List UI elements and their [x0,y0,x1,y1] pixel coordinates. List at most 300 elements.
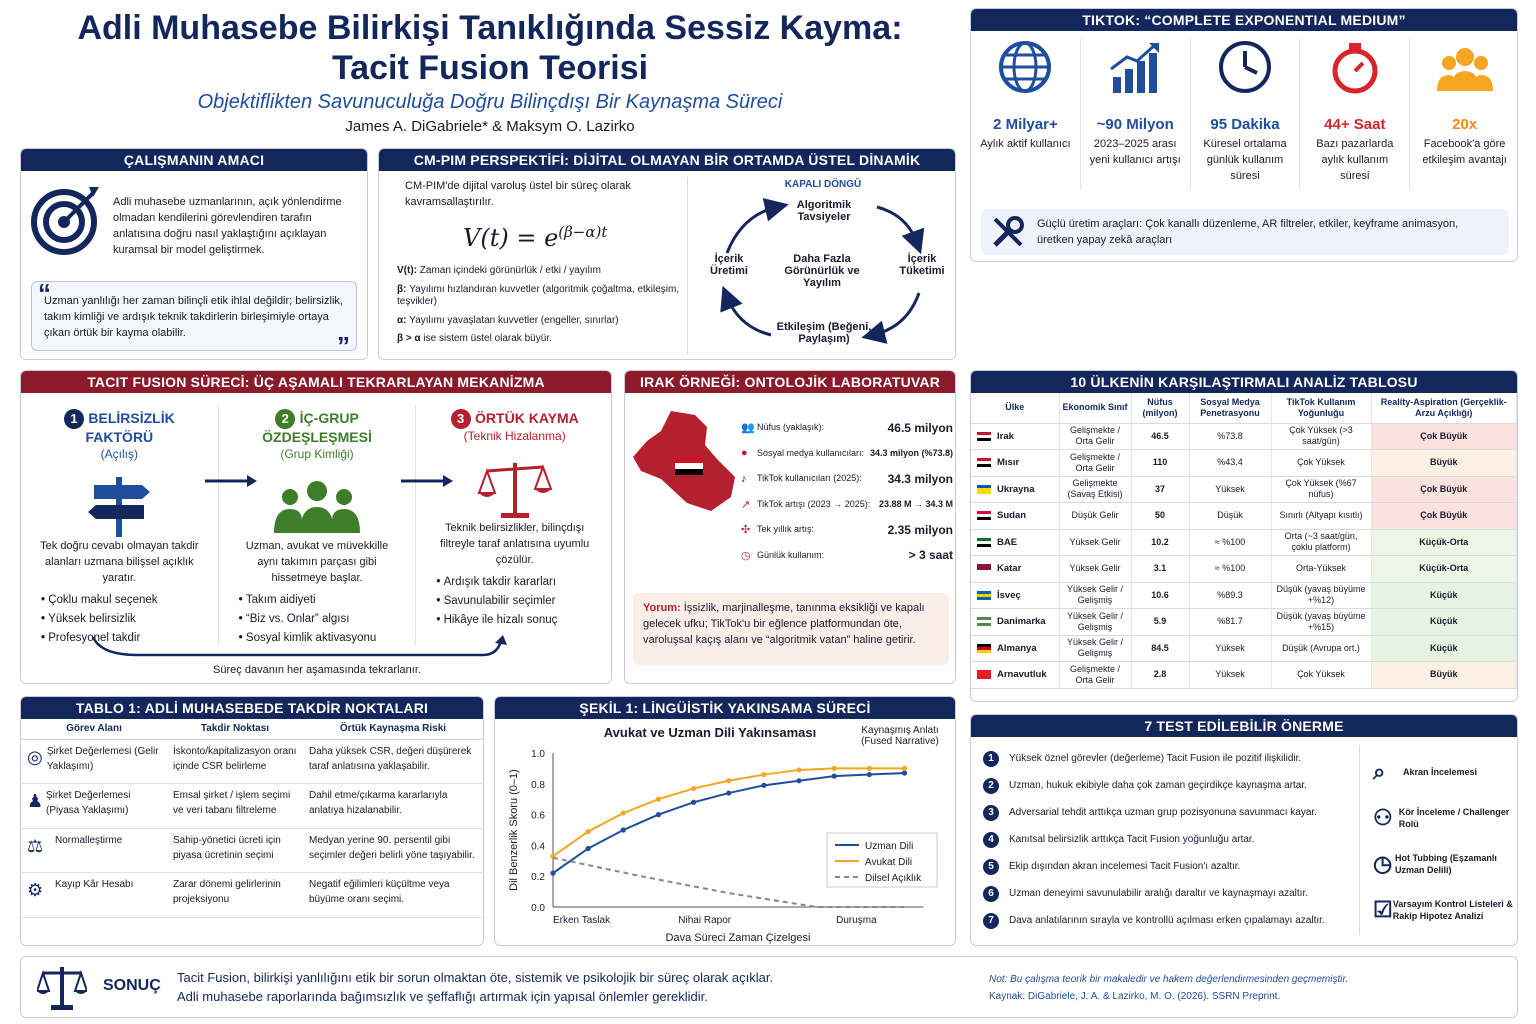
profit-icon: ⚙ [27,880,44,900]
column-header: Örtük Kaynaşma Riski [303,719,483,739]
data-point [867,772,872,777]
proposal-item [983,907,1353,934]
remedies-list [1373,749,1513,933]
ra-cell: Küçük [1371,582,1517,609]
remedy-text: Kör İnceleme / Challenger Rolü [1398,806,1510,829]
market-icon: ♟ [27,791,44,811]
y-tick-label: 0.6 [531,810,545,822]
stage-title: ÖRTÜK KAYMA [475,410,579,427]
country-cell [971,423,1059,450]
ra-cell: Çok Büyük [1371,423,1517,450]
tiktok-cell: Düşük (yavaş büyüme +%12) [1271,582,1371,609]
scales-icon [37,965,87,1011]
proposal-number: 4 [983,832,999,848]
process-panel [20,370,612,684]
iraq-row-value: 2.35 milyon [887,522,953,537]
stage-3 [416,405,612,645]
stat-label: Facebook'a göre etkileşim avantajı [1422,138,1507,166]
tiktok-cell: Düşük (Avrupa ort.) [1271,635,1371,662]
proposal-number: 2 [983,778,999,794]
country-cell [971,503,1059,530]
table-row [971,476,1517,503]
column-header: Görev Alanı [21,719,167,739]
proposal-number: 6 [983,886,999,902]
iraq-row [741,517,953,543]
proposals-header: 7 TEST EDİLEBİLİR ÖNERME [971,715,1517,737]
figure1-header: ŞEKİL 1: LİNGÜİSTİK YAKINSAMA SÜRECİ [495,697,955,719]
data-point [726,778,731,783]
data-point [656,812,661,817]
ra-cell: Çok Büyük [1371,503,1517,530]
stage-title: BELİRSİZLİK FAKTÖRÜ [85,410,175,445]
proposal-text: Kanıtsal belirsizlik arttıkça Tacit Fusion yoğunluğu artar. [1009,834,1255,845]
stage-desc: Tek doğru cevabı olmayan takdir alanları uzmana bilişsel açıklık yaratır. [40,540,199,584]
aim-text: Adli muhasebe uzmanlarının, açık yönlendirme olmadan kendilerini görevlendiren tarafın anlatısına doğru nasıl yaklaştığını açıklayan kuramsal bir model geliştirmek. [113,196,342,256]
iraq-row-label: TikTok artışı (2023 → 2025): [757,498,871,509]
risk-cell: Daha yüksek CSR, değeri düşürerek taraf anlatısına yaklaşabilir. [303,739,483,784]
flag-icon [977,511,991,520]
y-tick-label: 1.0 [531,749,545,760]
tools-box [981,209,1509,255]
people-icon: 👥 [741,422,755,435]
data-point [621,810,626,815]
tiktok-header: TIKTOK: “COMPLETE EXPONENTIAL MEDIUM” [971,9,1517,31]
comparison-table [971,393,1517,689]
conclusion-notes [989,971,1509,1005]
remedy-item [1373,795,1513,841]
blind-review-icon: ⚇ [1373,805,1393,831]
ra-cell: Küçük [1371,609,1517,636]
proposal-item [983,799,1353,826]
sm-cell: Yüksek [1189,476,1271,503]
country-name: BAE [997,536,1018,548]
country-cell [971,635,1059,662]
stage-desc: Uzman, avukat ve müvekkille aynı takımın parçası gibi hissetmeye başlar. [245,540,389,584]
pop-cell: 5.9 [1131,609,1189,636]
flag-icon [977,591,991,600]
country-cell [971,582,1059,609]
table-row [971,529,1517,556]
table-header-row [21,719,483,739]
flag-icon [977,644,991,653]
data-point [691,786,696,791]
loop-left: İçerik Üretimi [710,253,748,277]
tools-icon [991,215,1025,249]
iraq-row [741,492,953,518]
aim-quote-text: Uzman yanlılığı her zaman bilinçli etik ihlal değildir; belirsizlik, takım kimliği ve ardışık teknik takdirlerin birleşimiyle ortaya çıkan örtük bir kayma olabilir. [44,295,343,339]
stage-bullet: • Takım aidiyeti [239,591,406,610]
iraq-row [741,466,953,492]
stat-label: Bazı pazarlarda aylık kullanım süresi [1316,138,1394,182]
pop-cell: 2.8 [1131,662,1189,689]
area-text: Şirket Değerlemesi (Gelir Yaklaşımı) [46,745,159,772]
column-header: TikTok Kullanım Yoğunluğu [1271,393,1371,423]
checklist-icon: ☑ [1373,897,1393,923]
conclusion-text [177,968,897,1006]
pop-cell: 37 [1131,476,1189,503]
column-header: Ekonomik Sınıf [1059,393,1131,423]
stage-desc: Teknik belirsizlikler, bilinçdışı filtreyle taraf anlatısına uyumlu çözülür. [440,522,590,566]
data-point [761,772,766,777]
table1-panel [20,696,484,946]
proposal-text: Uzman deneyimi savunulabilir aralığı daraltır ve kaynaşmayı azaltır. [1009,888,1309,899]
peer-review-icon: ⌕ [1373,759,1386,785]
iraq-row-value: 46.5 milyon [887,420,953,435]
proposal-text: Dava anlatılarının sırayla ve kontrollü açılması erken çıpalamayı azaltır. [1009,915,1325,926]
table-row [971,423,1517,450]
country-name: İsveç [997,589,1021,601]
country-cell [971,556,1059,583]
line-chart [495,719,956,946]
stage-title: İÇ-GRUP ÖZDEŞLEŞMESİ [262,410,372,445]
ra-cell: Büyük [1371,662,1517,689]
loop-title: KAPALI DÖNGÜ [784,179,862,190]
conclusion-panel [20,956,1518,1018]
discretion-table [21,719,483,918]
proposal-text: Adversarial tehdit arttıkça uzman grup pozisyonuna savunmacı kayar. [1009,807,1317,818]
tiktok-cell: Orta-Yüksek [1271,556,1371,583]
arrow-right-icon [201,471,261,491]
stage-bullet: • Profesyonel takdir [41,629,208,648]
remedy-text: Akran İncelemesi [1403,766,1478,777]
column-header: Takdir Noktası [167,719,303,739]
iraq-panel [624,370,956,684]
sm-cell: ≈ %100 [1189,529,1271,556]
aim-panel [20,148,368,360]
risk-cell: Medyan yerine 90. persentil gibi seçimler değeri belirli yöne taşıyabilir. [303,828,483,873]
legend-label: Dilsel Açıklık [865,873,922,884]
data-point [902,766,907,771]
table-row [971,609,1517,636]
column-header: Nüfus (milyon) [1131,393,1189,423]
table-row [971,662,1517,689]
country-name: Katar [997,563,1022,575]
country-cell [971,450,1059,477]
table-row [21,828,483,873]
country-name: Ukrayna [997,483,1035,495]
iraq-stats [741,415,953,568]
proposal-number: 1 [983,751,999,767]
growth-icon: ✣ [741,524,751,537]
location-icon: ● [741,447,748,460]
table-row [971,556,1517,583]
process-header: TACIT FUSION SÜRECİ: ÜÇ AŞAMALI TEKRARLAYAN MEKANİZMA [21,371,611,393]
data-point [726,790,731,795]
data-point [656,797,661,802]
tiktok-cell: Sınırlı (Altyapı kısıtlı) [1271,503,1371,530]
data-point [691,800,696,805]
table-row [971,450,1517,477]
tiktok-cell: Çok Yüksek (>3 saat/gün) [1271,423,1371,450]
signpost-icon [31,461,208,533]
column-header: Ülke [971,393,1059,423]
country-name: Arnavutluk [997,669,1047,681]
stage-bullet: • “Biz vs. Onlar” algısı [239,610,406,629]
stage-number: 1 [64,409,84,429]
column-header: Sosyal Medya Penetrasyonu [1189,393,1271,423]
stat-growth [1081,39,1191,189]
cycle-arrow-icon [87,633,507,663]
ra-cell: Küçük [1371,635,1517,662]
proposal-text: Ekip dışından akran incelemesi Tacit Fusion'ı azaltır. [1009,861,1241,872]
flag-icon [977,458,991,467]
y-tick-label: 0.2 [531,872,545,884]
econ-cell: Yüksek Gelir / Gelişmiş [1059,609,1131,636]
tiktok-stats [971,39,1518,189]
title-block [20,8,960,138]
point-cell: Zarar dönemi gelirlerinin projeksiyonu [167,873,303,918]
stage-sub: (Grup Kimliği) [280,447,354,461]
econ-cell: Yüksek Gelir / Gelişmiş [1059,582,1131,609]
proposal-number: 5 [983,859,999,875]
group-icon [1437,39,1493,95]
def-beta: β: Yayılımı hızlandıran kuvvetler (algoritmik çoğaltma, etkileşim, teşvikler) [397,283,680,307]
pop-cell: 46.5 [1131,423,1189,450]
iraq-comment-box [633,593,949,665]
sm-cell: Düşük [1189,503,1271,530]
loop-top: Algoritmik Tavsiyeler [796,199,852,223]
def-condition: β > α ise sistem üstel olarak büyür. [397,333,552,344]
country-name: Sudan [997,510,1027,522]
country-name: Irak [997,430,1014,442]
def-alpha: α: Yayılımı yavaşlatan kuvvetler (engeller, sınırlar) [397,314,619,326]
chart-title: Avukat ve Uzman Dili Yakınsaması [603,725,817,740]
remedy-text: Varsayım Kontrol Listeleri & Rakip Hipotez Analizi [1392,898,1513,921]
stage-sub: (Teknik Hizalanma) [463,429,566,443]
divider [687,177,688,355]
y-tick-label: 0.4 [531,841,545,853]
stat-users [971,39,1081,189]
remedy-item [1373,841,1513,887]
proposal-text: Yüksek öznel görevler (değerleme) Tacit Fusion ile pozitif ilişkilidir. [1009,753,1302,764]
tiktok-cell: Düşük (yavaş büyüme +%15) [1271,609,1371,636]
stat-value: 44+ Saat [1324,116,1386,133]
iraq-row [741,441,953,467]
def-v: V(t): Zaman içindeki görünürlük / etki / yayılım [397,265,601,276]
target-icon [31,185,101,260]
country-cell [971,529,1059,556]
data-point [902,770,907,775]
flag-icon [977,617,991,626]
stat-value: 2 Milyar+ [993,116,1058,133]
stage-bullet: • Ardışık takdir kararları [436,573,603,592]
iraq-row [741,543,953,569]
proposal-item [983,826,1353,853]
area-text: Şirket Değerlemesi (Piyasa Yaklaşımı) [45,790,131,816]
conclusion-line2: Adli muhasebe raporlarında bağımsızlık ve şeffaflığı artırmak için yapısal önlemler gereklidir. [177,989,708,1004]
proposal-item [983,853,1353,880]
proposal-number: 7 [983,913,999,929]
stage-number: 2 [275,409,295,429]
econ-cell: Yüksek Gelir [1059,529,1131,556]
data-point [586,829,591,834]
flag-icon [977,538,991,547]
divider [1359,745,1360,935]
stat-label: Aylık aktif kullanıcı [980,138,1071,150]
column-header: Reality-Aspiration (Gerçeklik-Arzu Açıklığı) [1371,393,1517,423]
page-title-line1: Adli Muhasebe Bilirkişi Tanıklığında Sessiz Kayma: [77,9,903,47]
country-name: Almanya [997,642,1037,654]
proposal-item [983,745,1353,772]
iraq-row-value: 23.88 M → 34.3 M [878,499,953,510]
valuation-icon: ◎ [27,746,43,767]
data-point [867,766,872,771]
tiktok-cell: Çok Yüksek [1271,450,1371,477]
table-row [21,873,483,918]
growth-chart-icon [1107,39,1163,95]
area-cell [21,739,167,784]
remedy-text: Hot Tubbing (Eşzamanlı Uzman Delili) [1395,852,1497,875]
data-point [796,767,801,772]
stat-value: ~90 Milyon [1096,116,1174,133]
sm-cell: ≈ %100 [1189,556,1271,583]
proposal-item [983,880,1353,907]
ra-cell: Çok Büyük [1371,476,1517,503]
iraq-row-label: Sosyal medya kullanıcıları: [757,447,865,458]
country-name: Danimarka [997,616,1046,628]
legend-label: Avukat Dili [865,857,913,868]
y-axis-label: Dil Benzerlik Skoru (0–1) [508,769,520,891]
econ-cell: Yüksek Gelir / Gelişmiş [1059,635,1131,662]
loop-right: İçerik Tüketimi [899,253,945,277]
iraq-row-value: 34.3 milyon [887,471,953,486]
point-cell: İskonto/kapitalizasyon oranı içinde CSR belirleme [167,739,303,784]
stage-sub: (Açılış) [100,447,138,461]
proposal-number: 3 [983,805,999,821]
data-point [621,827,626,832]
ra-cell: Küçük-Orta [1371,529,1517,556]
econ-cell: Düşük Gelir [1059,503,1131,530]
page-subtitle: Objektiflikten Savunuculuğa Doğru Bilinçdışı Bir Kaynaşma Süreci [197,91,783,113]
tiktok-panel [970,8,1518,262]
risk-cell: Negatif eğilimleri küçültme veya büyüme oranı seçimi. [303,873,483,918]
ra-cell: Küçük-Orta [1371,556,1517,583]
country-cell [971,609,1059,636]
source: Kaynak: DiGabriele, J. A. & Lazirko, M. O. (2026). SSRN Preprint. [989,991,1281,1002]
stage-bullet: • Hikâye ile hizalı sonuç [436,611,603,630]
proposals-list [983,745,1353,934]
data-point [832,774,837,779]
pop-cell: 3.1 [1131,556,1189,583]
sm-cell: %89.3 [1189,582,1271,609]
y-tick-label: 0.8 [531,779,545,791]
iraq-map-icon [631,407,741,517]
loop-bottom: Etkileşim (Beğeni, Paylaşım) [776,321,872,345]
stage-1 [21,405,219,645]
tools-text: Güçlü üretim araçları: Çok kanallı düzenleme, AR filtreler, etkiler, keyframe animasyon, üretken yapay zekâ araçları [1037,218,1459,246]
iraq-row [741,415,953,441]
data-point [586,846,591,851]
ra-cell: Büyük [1371,450,1517,477]
x-axis-label: Dava Süreci Zaman Çizelgesi [665,932,811,944]
stat-daily [1191,39,1301,189]
econ-cell: Gelişmekte / Orta Gelir [1059,450,1131,477]
proposal-text: Uzman, hukuk ekibiyle daha çok zaman geçirdikçe kaynaşma artar. [1009,780,1307,791]
stat-value: 95 Dakika [1210,116,1280,133]
sm-cell: Yüksek [1189,662,1271,689]
hot-tub-icon: ◷ [1373,851,1393,877]
stage-bullets [426,573,603,630]
figure1-panel [494,696,956,946]
timer-icon: ◷ [741,549,751,562]
stage-bullet: • Sosyal kimlik aktivasyonu [239,629,406,648]
econ-cell: Gelişmekte (Savaş Etkisi) [1059,476,1131,503]
legend-label: Uzman Dili [865,841,914,852]
pop-cell: 10.2 [1131,529,1189,556]
econ-cell: Gelişmekte / Orta Gelir [1059,423,1131,450]
country-cell [971,662,1059,689]
point-cell: Sahip-yönetici ücreti için piyasa ücretinin seçimi [167,828,303,873]
area-cell [21,784,167,829]
flag-icon [977,485,991,494]
area-cell [21,828,167,873]
stage-2 [219,405,417,645]
iraq-comment: Yorum: İşsizlik, marjinalleşme, tanınma eksikliği ve kapalı gelecek ufku; TikTok'u bir eğlence platformundan öte, varoluşsal kaçış alanı ve “algoritmik vatan” haline getirir. [643,602,925,646]
country-name: Mısır [997,457,1020,469]
close-quote-icon: ” [337,331,350,360]
open-quote-icon: “ [38,278,51,308]
proposal-item [983,772,1353,799]
iraq-row-label: TikTok kullanıcıları (2025): [757,473,862,484]
tiktok-icon: ♪ [741,472,747,485]
sm-cell: %73.8 [1189,423,1271,450]
table-row [971,635,1517,662]
stage-bullet: • Yüksek belirsizlik [41,610,208,629]
sm-cell: Yüksek [1189,635,1271,662]
authors: James A. DiGabriele* & Maksym O. Lazirko [345,118,635,135]
pop-cell: 10.6 [1131,582,1189,609]
flag-icon [977,564,991,573]
iraq-row-label: Tek yıllık artış: [757,524,815,535]
page-title-line2: Tacit Fusion Teorisi [331,49,649,87]
iraq-row-value: > 3 saat [908,548,953,563]
iraq-row-value: 34.3 milyon (%73.8) [869,448,953,459]
cmpim-header: CM-PIM PERSPEKTİFİ: DİJİTAL OLMAYAN BİR ORTAMDA ÜSTEL DİNAMİK [379,149,955,171]
table-row [971,503,1517,530]
stat-label: Küresel ortalama günlük kullanım süresi [1203,138,1287,182]
clock-icon [1217,39,1273,95]
flag-icon [977,432,991,441]
aim-header: ÇALIŞMANIN AMACI [21,149,367,171]
table-row [971,582,1517,609]
globe-icon [997,39,1053,95]
comparison-header: 10 ÜLKENİN KARŞILAŞTIRMALI ANALİZ TABLOSU [971,371,1517,393]
area-cell [21,873,167,918]
iraq-row-label: Günlük kullanım: [757,549,825,560]
flag-icon [977,670,991,679]
data-point [761,783,766,788]
cmpim-panel [378,148,956,360]
note: Not: Bu çalışma teorik bir makaledir ve hakem değerlendirmesinden geçmemiştir. [989,974,1349,985]
risk-cell: Dahil etme/çıkarma kararlarıyla anlatıya hizalanabilir. [303,784,483,829]
stage-bullet: • Çoklu makul seçenek [41,591,208,610]
process-stages [21,405,612,645]
proposals-panel [970,714,1518,946]
cmpim-intro: CM-PIM'de dijital varoluş üstel bir süreç olarak kavramsallaştırılır. [405,180,631,208]
conclusion-label: SONUÇ [103,977,161,994]
cmpim-definitions [397,265,687,346]
iraq-header: IRAK ÖRNEĞİ: ONTOLOJİK LABORATUVAR [625,371,955,393]
pop-cell: 50 [1131,503,1189,530]
x-tick-label: Erken Taslak [553,915,611,926]
formula: $V(t) = e^{(\beta-\alpha)t}$ [463,223,608,252]
normalize-icon: ⚖ [27,835,44,856]
stat-label: 2023–2025 arası yeni kullanıcı artışı [1089,138,1181,166]
stat-engagement [1410,39,1518,189]
tiktok-cell: Orta (~3 saat/gün, çoklu platform) [1271,529,1371,556]
stopwatch-icon [1327,39,1383,95]
stat-monthly [1300,39,1410,189]
